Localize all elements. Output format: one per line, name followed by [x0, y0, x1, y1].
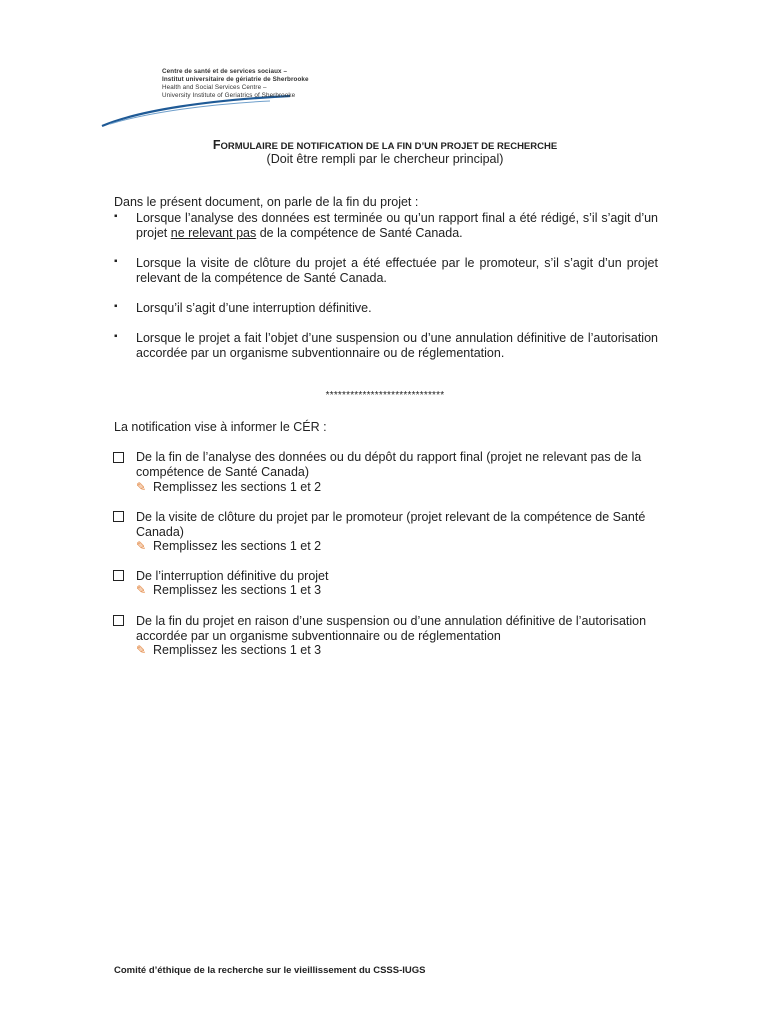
- logo-text: [162, 68, 309, 100]
- intro-item: [136, 211, 658, 241]
- bullet-icon: ▪: [114, 256, 118, 267]
- bullet-icon: ▪: [114, 331, 118, 342]
- intro-item-underlined: ne relevant pas: [170, 226, 257, 240]
- option-label: De la visite de clôture du projet par le promoteur (projet relevant de la compétence de Santé Canada): [136, 510, 646, 539]
- option-label: De la fin de l’analyse des données ou du dépôt du rapport final (projet ne relevant pas de la compétence de Santé Canada): [136, 450, 642, 479]
- form-subtitle: (Doit être rempli par le chercheur principal): [266, 152, 504, 166]
- option-instruction: Remplissez les sections 1 et 2: [153, 539, 322, 553]
- logo-line: Health and Social Services Centre –: [162, 84, 267, 91]
- intro-item-text: de la compétence de Santé Canada.: [256, 226, 463, 240]
- option-checkbox[interactable]: [113, 511, 124, 522]
- logo-line: Centre de santé et de services sociaux –: [162, 68, 288, 75]
- page-footer: Comité d’éthique de la recherche sur le vieillissement du CSSS-IUGS: [114, 965, 426, 976]
- option-checkbox[interactable]: [113, 615, 124, 626]
- logo-line: University Institute of Geriatrics of Sherbrooke: [162, 92, 296, 99]
- pencil-arrow-icon: ✎: [136, 539, 147, 553]
- pencil-arrow-icon: ✎: [136, 643, 147, 657]
- pencil-arrow-icon: ✎: [136, 583, 147, 597]
- intro-item: Lorsqu’il s’agit d’une interruption définitive.: [136, 301, 372, 315]
- bullet-icon: ▪: [114, 301, 118, 312]
- intro-item: Lorsque la visite de clôture du projet a été effectuée par le promoteur, s’il s’agit d’un projet relevant de la compétence de Santé Canada.: [136, 256, 658, 285]
- option-checkbox[interactable]: [113, 452, 124, 463]
- option-instruction: Remplissez les sections 1 et 3: [153, 643, 322, 657]
- logo-line: Institut universitaire de gériatrie de Sherbrooke: [162, 76, 309, 83]
- intro-item: Lorsque le projet a fait l’objet d’une suspension ou d’une annulation définitive de l’autorisation accordée par un organisme subventionnaire ou de réglementation.: [136, 331, 658, 360]
- form-title-initial: F: [212, 138, 221, 152]
- option-label: De l’interruption définitive du projet: [136, 569, 329, 583]
- option-label: De la fin du projet en raison d’une suspension ou d’une annulation définitive de l’autorisation accordée par un organisme subventionnaire ou de réglementation: [136, 614, 647, 643]
- pencil-arrow-icon: ✎: [136, 480, 147, 494]
- intro-lead: Dans le présent document, on parle de la fin du projet :: [114, 195, 419, 209]
- form-title: [0, 138, 770, 152]
- separator: *****************************: [325, 390, 445, 401]
- institution-logo: [100, 66, 340, 130]
- option-instruction: Remplissez les sections 1 et 2: [153, 480, 322, 494]
- option-checkbox[interactable]: [113, 570, 124, 581]
- intro-item-text: Lorsque l’analyse des données est terminée ou qu’un rapport final a été rédigé, s’il s’agit d’un projet: [136, 211, 658, 240]
- notification-lead: La notification vise à informer le CÉR :: [114, 420, 327, 434]
- form-title-rest: ORMULAIRE DE NOTIFICATION DE LA FIN D’UN PROJET DE RECHERCHE: [220, 141, 558, 152]
- option-instruction: Remplissez les sections 1 et 3: [153, 583, 322, 597]
- bullet-icon: ▪: [114, 211, 118, 222]
